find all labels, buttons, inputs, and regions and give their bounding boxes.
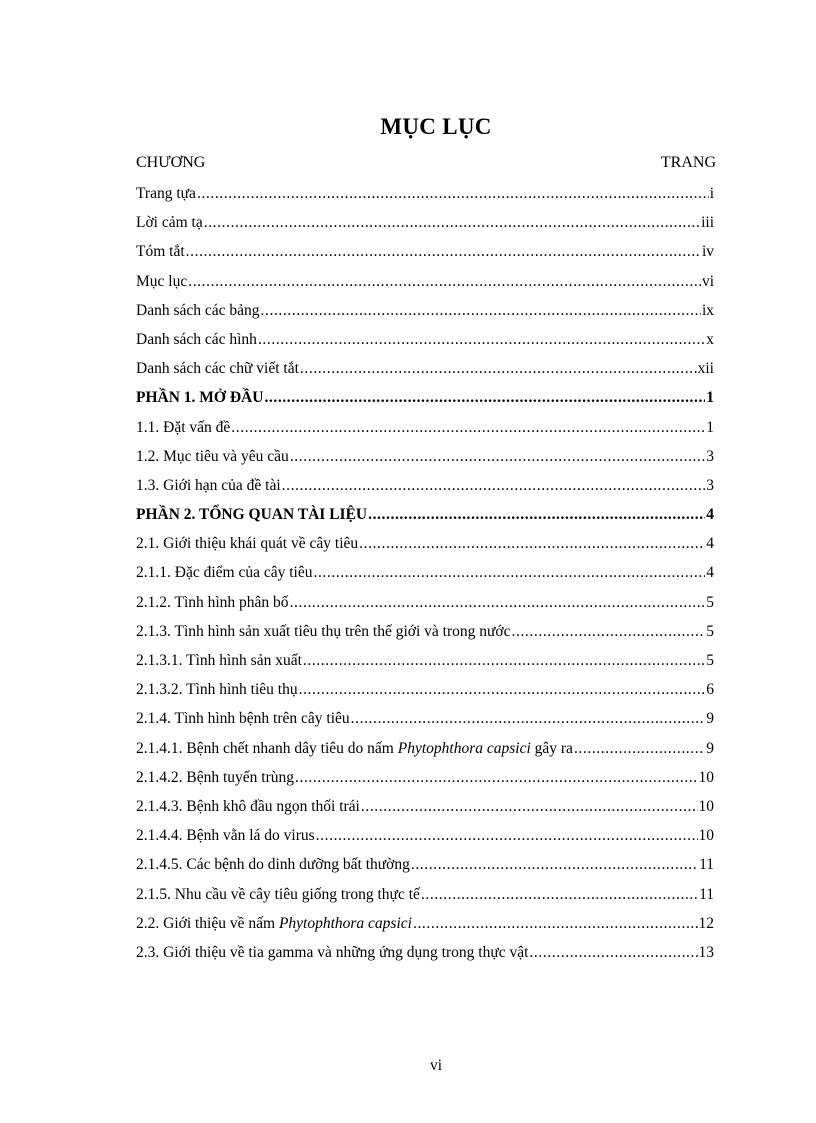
toc-leader-dots [529, 943, 697, 963]
toc-entry-label: 2.1.3.1. Tình hình sản xuất [136, 652, 302, 669]
toc-leader-dots [574, 739, 705, 759]
toc-entry[interactable] [136, 680, 714, 709]
toc-entry-label: 1.3. Giới hạn của đề tài [136, 476, 281, 494]
toc-entry-label: Danh sách các hình [136, 330, 257, 348]
toc-leader-dots [258, 330, 705, 350]
page-number: vi [429, 1057, 443, 1074]
toc-entry-page: 3 [706, 447, 714, 465]
toc-leader-dots [204, 213, 700, 233]
toc-entry-page: 5 [706, 652, 714, 669]
toc-entry-page: i [709, 185, 714, 202]
toc-entry[interactable] [136, 797, 714, 826]
toc-entry-label: 2.1.4.3. Bệnh khô đầu ngọn thối trái [136, 797, 360, 815]
toc-entry[interactable] [136, 563, 714, 592]
toc-leader-dots [261, 301, 701, 321]
toc-leader-dots [290, 447, 705, 467]
toc-entry[interactable] [136, 943, 714, 972]
toc-entry[interactable] [136, 855, 714, 884]
toc-entry-page: 4 [706, 535, 714, 553]
toc-leader-dots [413, 914, 698, 934]
toc-entry-page: 5 [706, 593, 714, 611]
toc-leader-dots [359, 534, 705, 554]
toc-leader-dots [368, 505, 705, 525]
toc-leader-dots [411, 855, 698, 875]
toc-entry-page: x [706, 330, 714, 348]
toc-leader-dots [282, 476, 706, 496]
toc-entry-page: ix [701, 301, 714, 319]
toc-entry-label: 2.1. Giới thiệu khái quát về cây tiêu [136, 535, 359, 553]
toc-entry-label: 2.1.4.4. Bệnh vằn lá do virus [136, 827, 315, 845]
toc-leader-dots [186, 242, 701, 262]
toc-entry[interactable] [136, 330, 714, 359]
toc-entry-page: vi [701, 272, 714, 290]
toc-entry[interactable] [136, 826, 714, 855]
toc-entry-label: 2.1.3.2. Tình hình tiêu thụ [136, 681, 298, 699]
toc-leader-dots [300, 359, 697, 379]
toc-entry-label: 2.1.5. Nhu cầu về cây tiêu giống trong thực tế [136, 885, 420, 903]
toc-entry-page: iii [701, 214, 714, 232]
toc-entry-label: Danh sách các chữ viết tắt [136, 360, 299, 378]
toc-leader-dots [295, 768, 698, 788]
toc-entry[interactable] [136, 768, 714, 797]
toc-entry[interactable] [136, 622, 714, 651]
species-name: Phytophthora capsici [397, 739, 531, 757]
toc-leader-dots [197, 184, 709, 204]
toc-entry-page: 5 [706, 622, 714, 640]
toc-entry-label-start: 2.1.4.1. Bệnh chết nhanh dây tiêu do nấm [136, 739, 398, 757]
toc-entry-page: 10 [698, 797, 714, 815]
toc-entry[interactable] [136, 272, 714, 301]
toc-entry[interactable] [136, 739, 714, 768]
toc-entry-page: 4 [706, 564, 714, 582]
page-column-header: TRANG [660, 154, 716, 171]
toc-entry[interactable] [136, 418, 714, 447]
toc-entry-label: Lời cảm tạ [136, 214, 203, 232]
toc-entry-label: Danh sách các bảng [136, 301, 260, 319]
toc-entry-page: 9 [706, 739, 714, 757]
toc-leader-dots [316, 826, 698, 846]
toc-entry-label: 2.1.3. Tình hình sản xuất tiêu thụ trên thế giới và trong nước [136, 622, 511, 640]
species-name: Phytophthora capsici [278, 914, 412, 932]
toc-entry-label: Trang tựa [136, 185, 196, 202]
toc-leader-dots [264, 388, 705, 408]
toc-leader-dots [290, 593, 706, 613]
toc-leader-dots [512, 622, 706, 642]
toc-entry-label: 2.1.2. Tình hình phân bố [136, 593, 289, 611]
toc-entry[interactable] [136, 476, 714, 505]
toc-entry-label-start: 2.2. Giới thiệu về nấm [136, 914, 279, 932]
toc-entry[interactable] [136, 184, 714, 213]
toc-entry-page: 6 [706, 681, 714, 699]
toc-entry-label: 2.1.1. Đặc điểm của cây tiêu [136, 564, 313, 582]
page-title: MỤC LỤC [380, 114, 492, 139]
toc-entry[interactable] [136, 885, 714, 914]
toc-entry-label: 2.3. Giới thiệu về tia gamma và những ứng dụng trong thực vật [136, 943, 529, 961]
toc-entry-label-end: gây ra [530, 739, 573, 757]
toc-part-heading[interactable] [136, 505, 714, 534]
toc-entry-label: PHẦN 2. TỔNG QUAN TÀI LIỆU [136, 506, 368, 524]
toc-part-heading[interactable] [136, 388, 714, 417]
toc-entry-page: 10 [698, 768, 714, 786]
toc-leader-dots [303, 651, 705, 671]
toc-entry[interactable] [136, 447, 714, 476]
toc-entry[interactable] [136, 534, 714, 563]
table-of-contents [136, 184, 714, 972]
toc-entry-page: 11 [699, 885, 714, 903]
toc-entry-label: 1.2. Mục tiêu và yêu cầu [136, 447, 289, 465]
toc-leader-dots [421, 885, 698, 905]
toc-entry-label: 2.1.4.5. Các bệnh do dinh dưỡng bất thường [136, 856, 410, 874]
toc-entry[interactable] [136, 914, 714, 943]
toc-leader-dots [361, 797, 698, 817]
toc-entry-label: Tóm tắt [136, 243, 185, 261]
toc-leader-dots [299, 680, 706, 700]
toc-entry-page: 13 [698, 943, 714, 961]
toc-leader-dots [351, 709, 706, 729]
toc-entry[interactable] [136, 651, 714, 680]
toc-column-headers [136, 154, 716, 176]
toc-entry-label: 2.1.4.2. Bệnh tuyến trùng [136, 768, 294, 786]
toc-entry[interactable] [136, 709, 714, 738]
toc-entry-page: 1 [706, 389, 714, 407]
toc-entry-label: PHẦN 1. MỞ ĐẦU [136, 389, 264, 407]
toc-entry-label [136, 739, 574, 759]
toc-entry[interactable] [136, 301, 714, 330]
toc-entry-page: 10 [698, 827, 714, 845]
toc-entry-page: 11 [699, 856, 714, 874]
chapter-column-header: CHƯƠNG [136, 154, 206, 171]
toc-entry-page: 1 [706, 418, 714, 436]
toc-entry-page: 12 [698, 914, 714, 932]
toc-leader-dots [188, 272, 701, 292]
toc-entry-page: xii [697, 360, 714, 378]
toc-entry[interactable] [136, 593, 714, 622]
toc-leader-dots [231, 418, 705, 438]
toc-entry[interactable] [136, 213, 714, 242]
toc-entry-page: 4 [706, 506, 714, 524]
toc-entry-page: 9 [706, 710, 714, 728]
toc-entry-page: 3 [706, 476, 714, 494]
toc-entry-label [136, 914, 413, 934]
toc-entry-label: Mục lục [136, 272, 188, 290]
toc-entry[interactable] [136, 359, 714, 388]
toc-entry-label: 2.1.4. Tình hình bệnh trên cây tiêu [136, 710, 350, 728]
toc-entry-label: 1.1. Đặt vấn đề [136, 418, 231, 436]
toc-entry[interactable] [136, 242, 714, 271]
toc-leader-dots [313, 563, 705, 583]
toc-entry-page: iv [701, 243, 714, 261]
